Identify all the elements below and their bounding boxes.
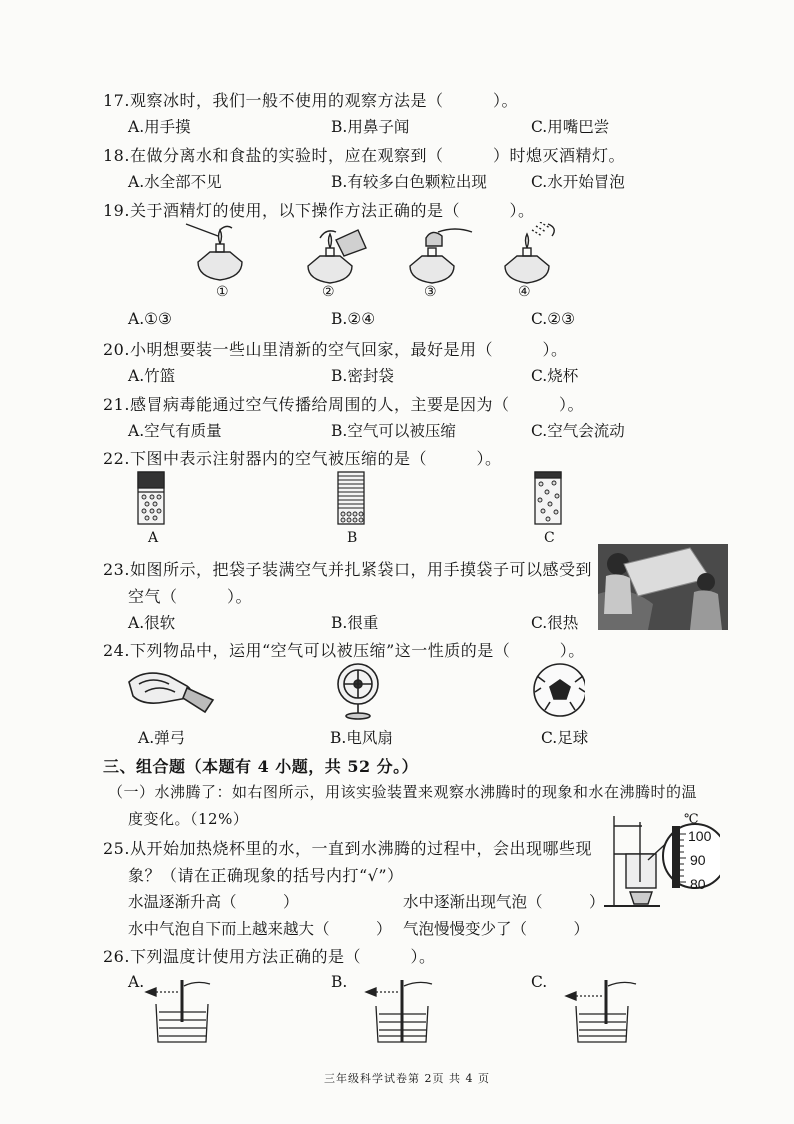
- q24-stem: 24.下列物品中，运用“空气可以被压缩”这一性质的是（ ）。: [103, 641, 585, 660]
- q18-stem: 18.在做分离水和食盐的实验时，应在观察到（ ）时熄灭酒精灯。: [103, 146, 625, 165]
- q21-option-c[interactable]: C.空气会流动: [531, 422, 625, 440]
- q19-stem: 19.关于酒精灯的使用，以下操作方法正确的是（ ）。: [103, 201, 535, 220]
- q26-option-b[interactable]: B.: [331, 973, 348, 991]
- syringe-b: [338, 472, 364, 524]
- q17-option-b[interactable]: B.用鼻子闻: [331, 118, 410, 136]
- thermometer-unit: ℃: [684, 812, 699, 827]
- q22-fig-label-b: B: [347, 530, 358, 546]
- section3-title: 三、组合题（本题有 4 小题，共 52 分。）: [103, 757, 419, 776]
- slingshot-icon: [129, 673, 213, 712]
- q21-option-b[interactable]: B.空气可以被压缩: [331, 422, 456, 440]
- q25-phenomenon-2[interactable]: 水中逐渐出现气泡（ ）: [403, 893, 605, 911]
- q25-stem-line1: 25.从开始加热烧杯里的水，一直到水沸腾的过程中，会出现哪些现: [103, 839, 592, 858]
- q19-option-c[interactable]: C.②③: [531, 310, 576, 328]
- q22-fig-label-c: C: [544, 530, 555, 546]
- q17-option-c[interactable]: C.用嘴巴尝: [531, 118, 610, 136]
- q19-fig-label-2: ②: [322, 284, 335, 300]
- thermometer-figure-c: [566, 980, 636, 1042]
- thermometer-usage-figures: [130, 976, 670, 1046]
- q21-option-a[interactable]: A.空气有质量: [128, 422, 222, 440]
- q24-option-a[interactable]: A.弹弓: [138, 729, 186, 747]
- group1-line1: （一）水沸腾了：如右图所示，用该实验装置来观察水沸腾时的现象和水在沸腾时的温: [108, 783, 698, 801]
- q24-option-c[interactable]: C.足球: [541, 729, 589, 747]
- q17-stem: 17.观察冰时，我们一般不使用的观察方法是（ ）。: [103, 91, 518, 110]
- q22-fig-label-a: A: [148, 530, 159, 546]
- lamp-figure-3: [410, 229, 472, 283]
- q20-option-c[interactable]: C.烧杯: [531, 367, 579, 385]
- q23-option-a[interactable]: A.很软: [128, 614, 176, 632]
- q19-fig-label-1: ①: [216, 284, 229, 300]
- q18-option-a[interactable]: A.水全部不见: [128, 173, 222, 191]
- q25-phenomenon-4[interactable]: 气泡慢慢变少了（ ）: [403, 920, 590, 938]
- electric-fan-icon: [338, 664, 378, 719]
- football-icon: [534, 664, 585, 716]
- thermometer-label-80: 80: [690, 876, 706, 892]
- q19-fig-label-3: ③: [424, 284, 437, 300]
- q19-option-b[interactable]: B.②④: [331, 310, 376, 328]
- lamp-figure-2: [308, 230, 366, 283]
- q26-stem: 26.下列温度计使用方法正确的是（ ）。: [103, 947, 436, 966]
- q26-option-a[interactable]: A.: [128, 973, 145, 991]
- q19-option-a[interactable]: A.①③: [128, 310, 172, 328]
- air-bag-photo: [598, 544, 728, 630]
- q20-option-a[interactable]: A.竹篮: [128, 367, 176, 385]
- q20-option-b[interactable]: B.密封袋: [331, 367, 394, 385]
- q25-stem-line2: 象？（请在正确现象的括号内打“√”）: [128, 866, 404, 885]
- thermometer-figure-b: [366, 980, 432, 1042]
- page-footer: 三年级科学试卷第 2页 共 4 页: [324, 1072, 490, 1085]
- q23-stem-line2: 空气（ ）。: [128, 587, 253, 606]
- thermometer-figure-a: [146, 980, 210, 1042]
- q26-option-c[interactable]: C.: [531, 973, 548, 991]
- q24-option-b[interactable]: B.电风扇: [330, 729, 393, 747]
- thermometer-label-100: 100: [688, 828, 712, 844]
- lamp-figure-1: [186, 224, 242, 280]
- q17-option-a[interactable]: A.用手摸: [128, 118, 191, 136]
- q20-stem: 20.小明想要装一些山里清新的空气回家，最好是用（ ）。: [103, 340, 568, 359]
- q23-option-b[interactable]: B.很重: [331, 614, 379, 632]
- q25-phenomenon-1[interactable]: 水温逐渐升高（ ）: [128, 893, 299, 911]
- q25-phenomenon-3[interactable]: 水中气泡自下而上越来越大（ ）: [128, 920, 392, 938]
- syringe-c: [535, 472, 561, 524]
- q23-option-c[interactable]: C.很热: [531, 614, 579, 632]
- thermometer-label-90: 90: [690, 852, 706, 868]
- syringe-a: [138, 472, 164, 524]
- q23-stem-line1: 23.如图所示，把袋子装满空气并扎紧袋口，用手摸袋子可以感受到: [103, 560, 592, 579]
- syringe-figures: [130, 470, 570, 528]
- q18-option-c[interactable]: C.水开始冒泡: [531, 173, 625, 191]
- q24-objects: [125, 662, 585, 722]
- q19-fig-label-4: ④: [518, 284, 531, 300]
- group1-line2: 度变化。（12%）: [128, 810, 249, 828]
- q18-option-b[interactable]: B.有较多白色颗粒出现: [331, 173, 487, 191]
- q21-stem: 21.感冒病毒能通过空气传播给周围的人，主要是因为（ ）。: [103, 395, 584, 414]
- q22-stem: 22.下图中表示注射器内的空气被压缩的是（ ）。: [103, 449, 502, 468]
- lamp-figure-4: [505, 222, 554, 283]
